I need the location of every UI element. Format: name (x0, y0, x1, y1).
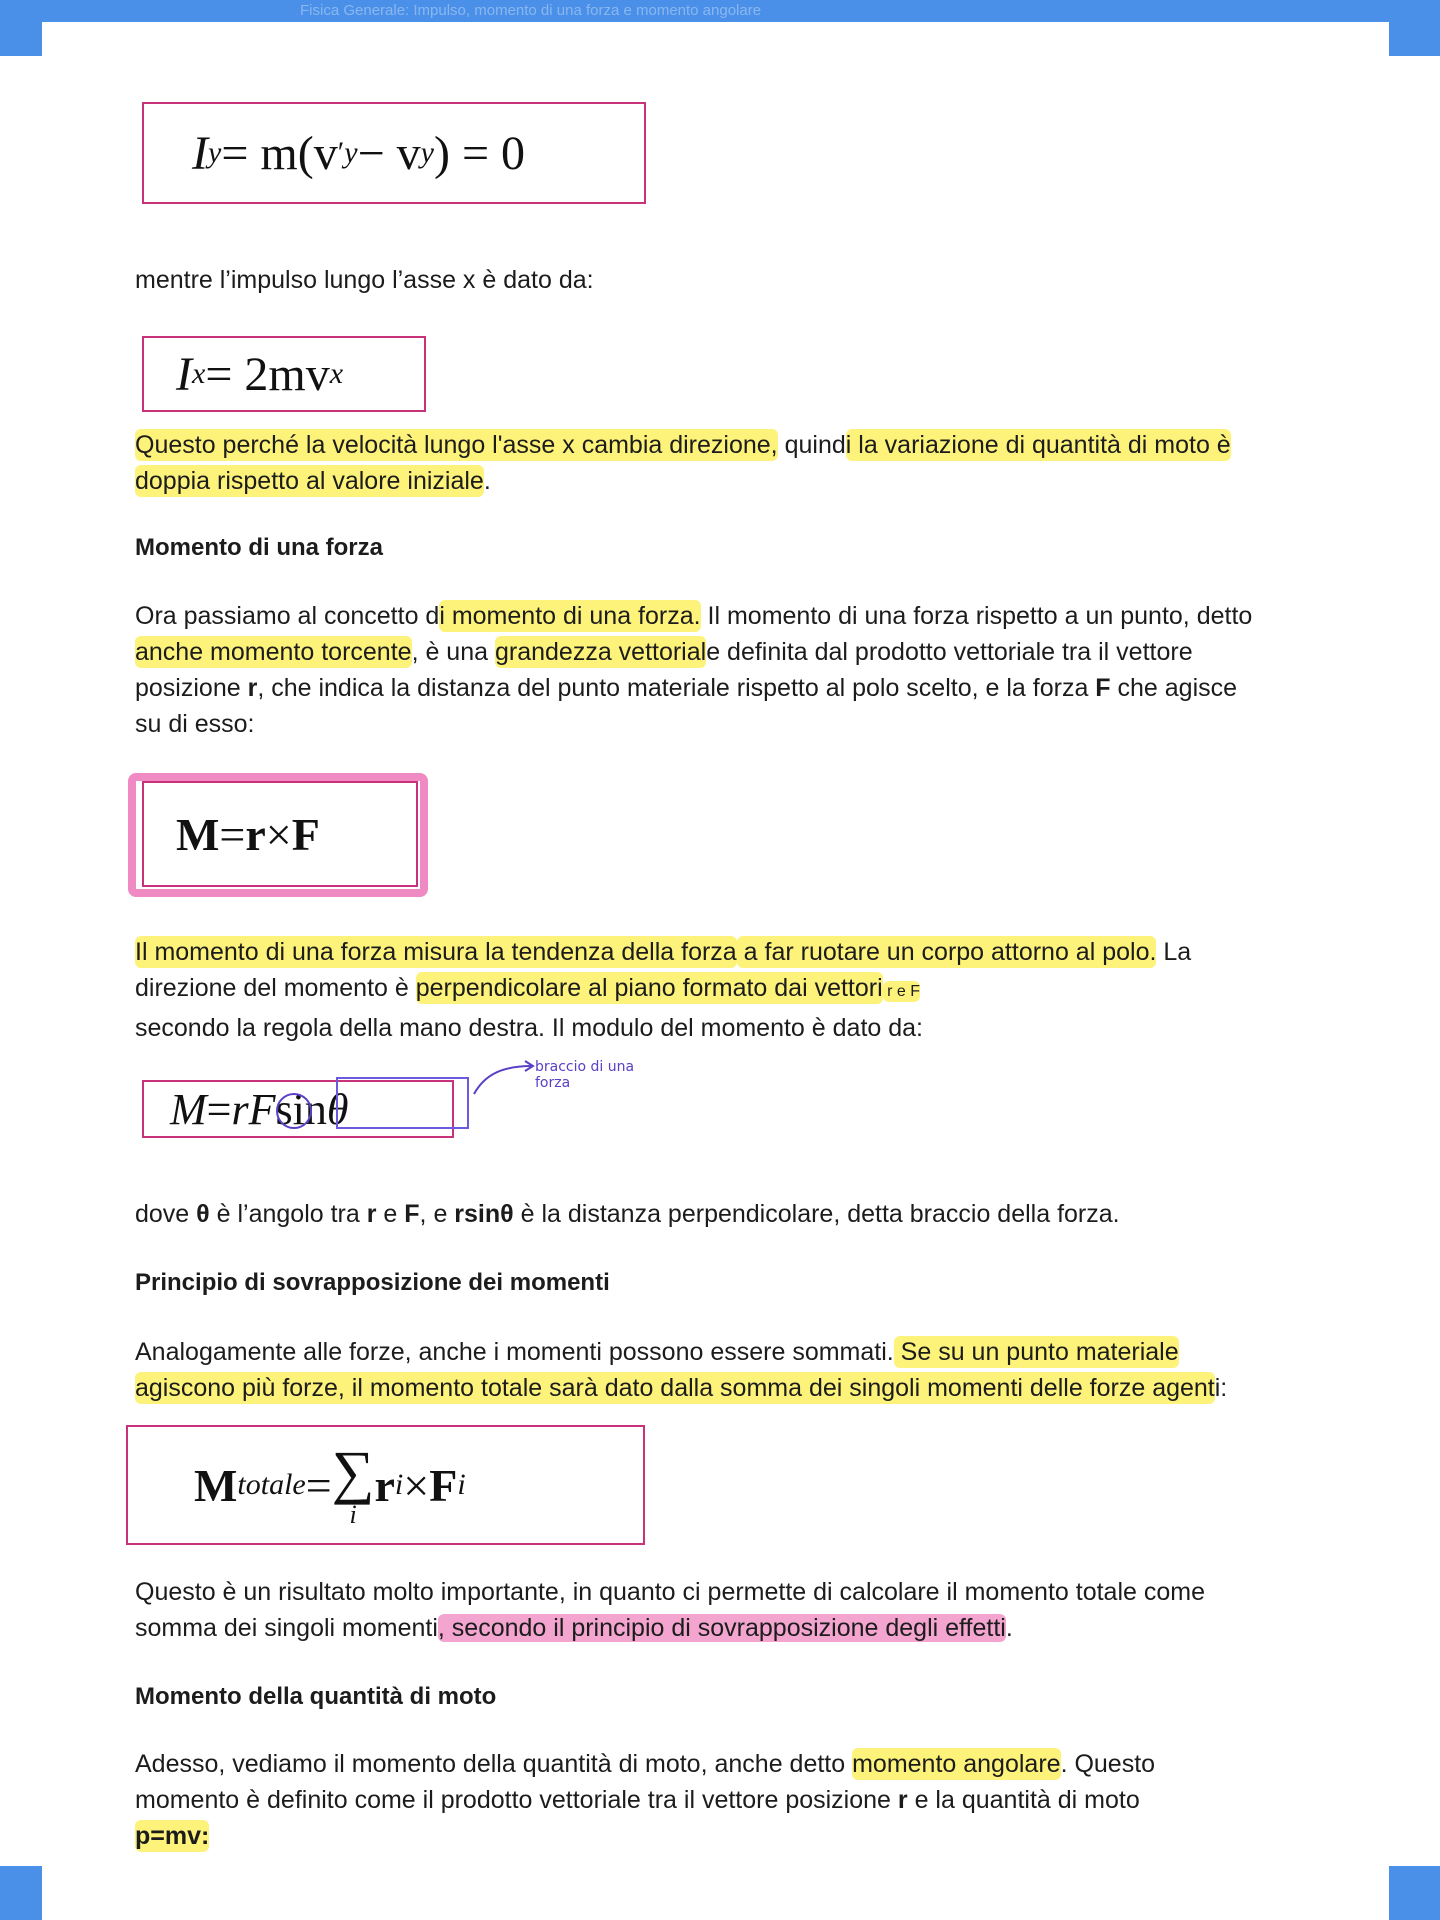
handwritten-arrow (470, 1058, 540, 1098)
heading-momento-angolare: Momento della quantità di moto (135, 1683, 497, 1710)
handwritten-circle-r (276, 1093, 312, 1129)
equation-torque-magnitude: M = r F sin θ (142, 1080, 454, 1138)
paragraph-torque-direction: Il momento di una forza misura la tendenza della forza a far ruotare un corpo attorno al polo. La direzione del momento è perpendicolare al piano formato dai vettori r e F secondo la regola della mano destra. Il modulo del momento è dato da: (135, 938, 1192, 1042)
corner-top-left (0, 0, 42, 56)
paragraph-angular-momentum: Adesso, vediamo il momento della quantità di moto, anche detto momento angolare. Questo momento è definito come il prodotto vettoriale tra il vettore posizione r e la quantità di moto p=mv: (135, 1750, 1156, 1850)
faded-header-text: Fisica Generale: Impulso, momento di una forza e momento angolare (300, 2, 762, 19)
paragraph-impulse-x-intro: mentre l’impulso lungo l’asse x è dato da: (135, 266, 594, 294)
paragraph-velocity-change: Questo perché la velocità lungo l'asse x cambia direzione, quindi la variazione di quantità di moto è doppia rispetto al valore iniziale. (135, 431, 1231, 495)
paragraph-superposition-result: Questo è un risultato molto importante, in quanto ci permette di calcolare il momento totale come somma dei singoli momenti, secondo il principio di sovrapposizione degli effetti. (135, 1578, 1205, 1642)
equation-total-torque: M totale = ∑ i r i × F i (126, 1425, 645, 1545)
paragraph-lever-arm: dove θ è l’angolo tra r e F, e rsinθ è la distanza perpendicolare, detta braccio della forza. (135, 1200, 1120, 1228)
heading-momento-forza: Momento di una forza (135, 534, 383, 561)
corner-bottom-left (0, 1866, 42, 1920)
corner-bottom-right (1389, 1866, 1440, 1920)
paragraph-momento-forza-def: Ora passiamo al concetto di momento di una forza. Il momento di una forza rispetto a un punto, detto anche momento torcente, è una grandezza vettoriale definita dal prodotto vettoriale tra il vettore posizione r, che indica la distanza del punto materiale rispetto al polo scelto, e la forza F che agisce su di esso: (135, 602, 1253, 738)
corner-top-right (1389, 0, 1440, 56)
paragraph-superposition: Analogamente alle forze, anche i momenti possono essere sommati. Se su un punto materiale agiscono più forze, il momento totale sarà dato dalla somma dei singoli momenti delle forze agenti: (135, 1338, 1228, 1402)
equation-impulse-x: I x = 2mv x (142, 336, 426, 412)
equation-torque-vector: M = r × F (142, 781, 418, 887)
heading-sovrapposizione: Principio di sovrapposizione dei momenti (135, 1269, 610, 1296)
equation-impulse-y: I y = m(v ′ y − v y ) = 0 (142, 102, 646, 204)
handwritten-box-lever-arm (336, 1077, 469, 1129)
handwritten-note: braccio di una forza (535, 1059, 635, 1091)
